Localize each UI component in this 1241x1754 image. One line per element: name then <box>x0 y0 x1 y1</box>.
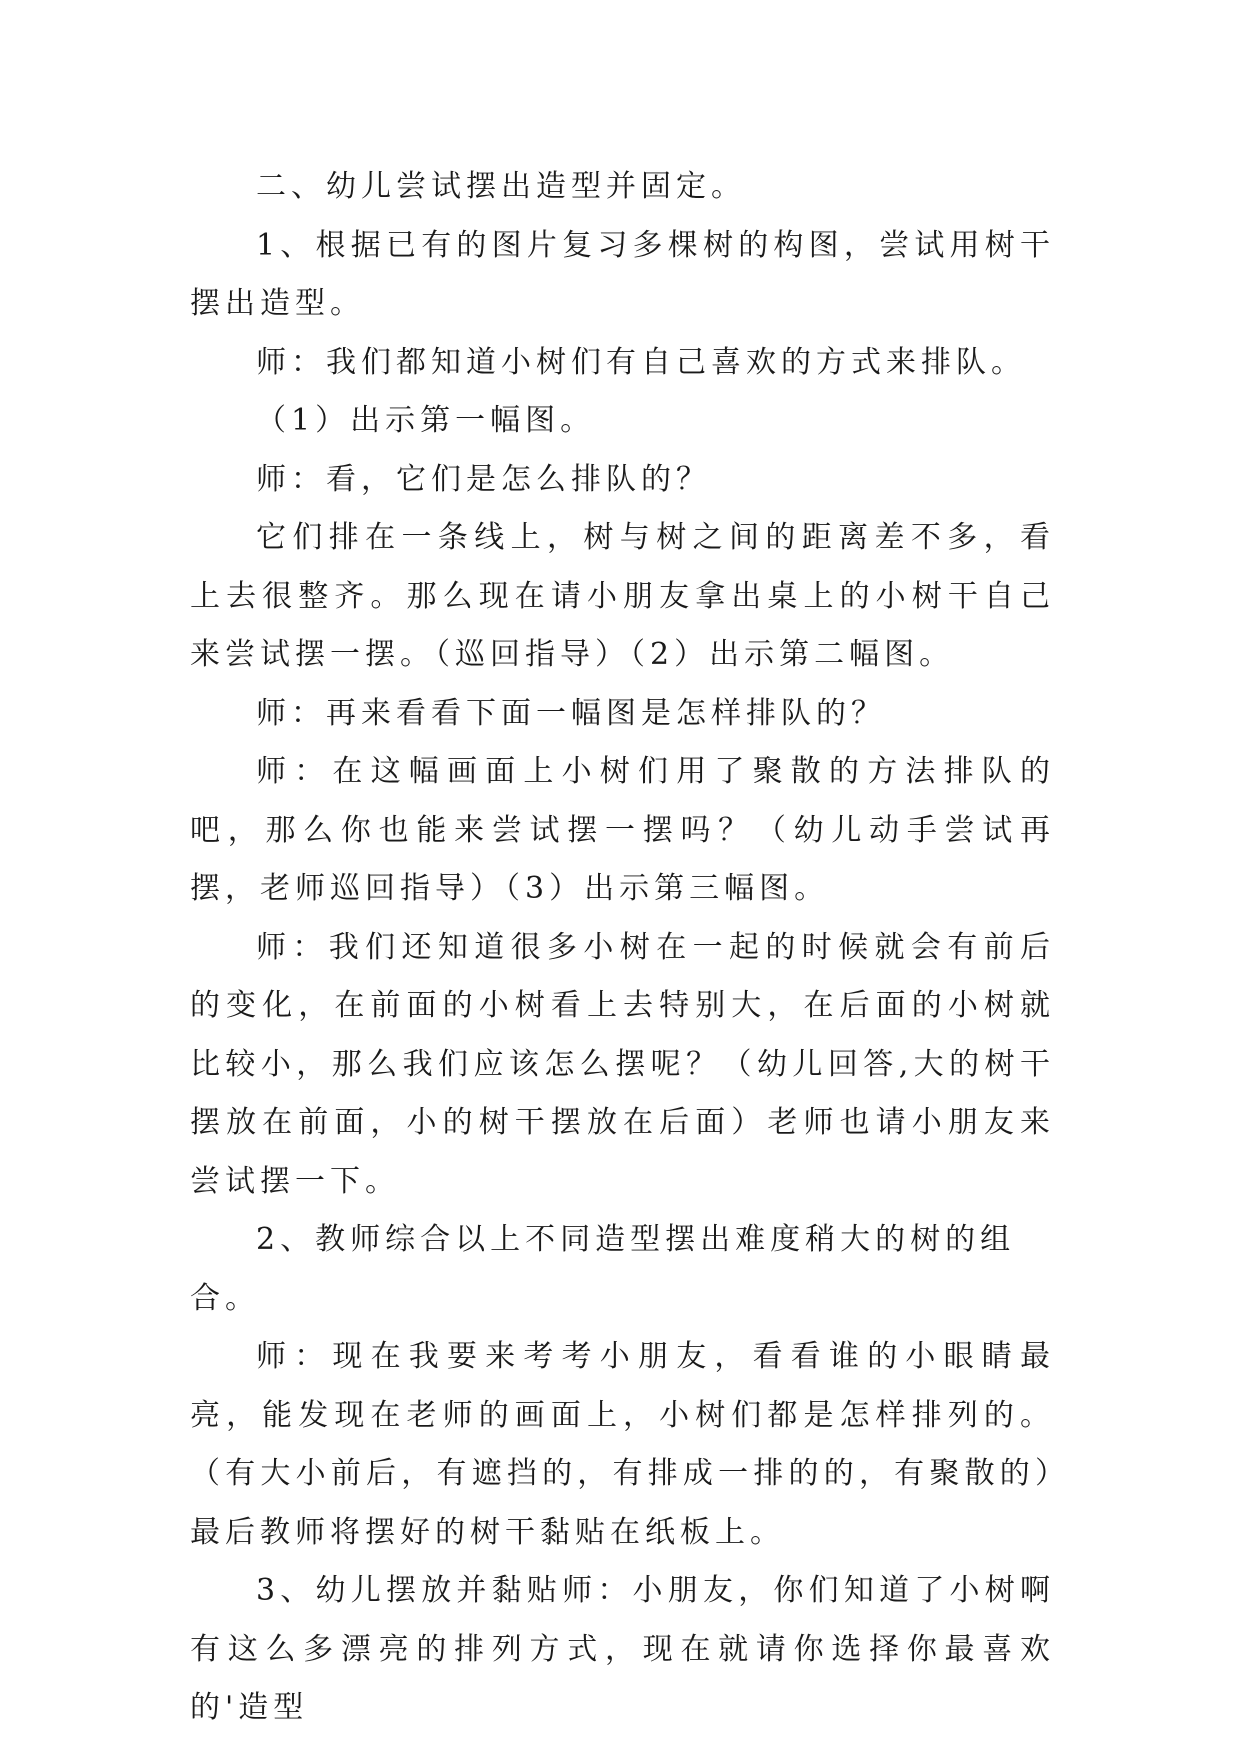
paragraph-teacher-front-back: 师：我们还知道很多小树在一起的时候就会有前后的变化，在前面的小树看上去特别大，在后面的小树就比较小，那么我们应该怎么摆呢？（幼儿回答,大的树干摆放在前面，小的树干摆放在后面）老师也请小朋友来尝试摆一下。 <box>190 929 1055 1199</box>
paragraph-teacher-question: 师：看，它们是怎么排队的？ <box>256 461 711 497</box>
paragraph-step-2: 2、教师综合以上不同造型摆出难度稍大的树的组合。 <box>190 1222 1016 1316</box>
paragraph-teacher-scatter: 师：在这幅画面上小树们用了聚散的方法排队的吧，那么你也能来尝试摆一摆吗？（幼儿动手尝试再摆，老师巡回指导）（3）出示第三幅图。 <box>190 754 1055 906</box>
paragraph-teacher-question-2: 师：再来看看下面一幅图是怎样排队的？ <box>256 695 886 731</box>
paragraph-step-1: 1、根据已有的图片复习多棵树的构图，尝试用树干摆出造型。 <box>190 227 1055 321</box>
paragraph-step-3: 3、幼儿摆放并黏贴师：小朋友，你们知道了小树啊有这么多漂亮的排列方式，现在就请你选择你最喜欢的'造型 <box>190 1573 1055 1725</box>
paragraph-description: 它们排在一条线上，树与树之间的距离差不多，看上去很整齐。那么现在请小朋友拿出桌上的小树干自己来尝试摆一摆。（巡回指导）（2）出示第二幅图。 <box>190 520 1055 672</box>
paragraph-teacher-quiz: 师：现在我要来考考小朋友，看看谁的小眼睛最亮，能发现在老师的画面上，小树们都是怎样排列的。（有大小前后，有遮挡的，有排成一排的的，有聚散的）最后教师将摆好的树干黏贴在纸板上。 <box>190 1339 1055 1550</box>
document-body <box>190 158 1055 1738</box>
paragraph-show-picture-1: （1）出示第一幅图。 <box>256 403 596 438</box>
paragraph-section-heading: 二、幼儿尝试摆出造型并固定。 <box>256 169 746 204</box>
paragraph-teacher-line: 师：我们都知道小树们有自己喜欢的方式来排队。 <box>256 344 1026 380</box>
